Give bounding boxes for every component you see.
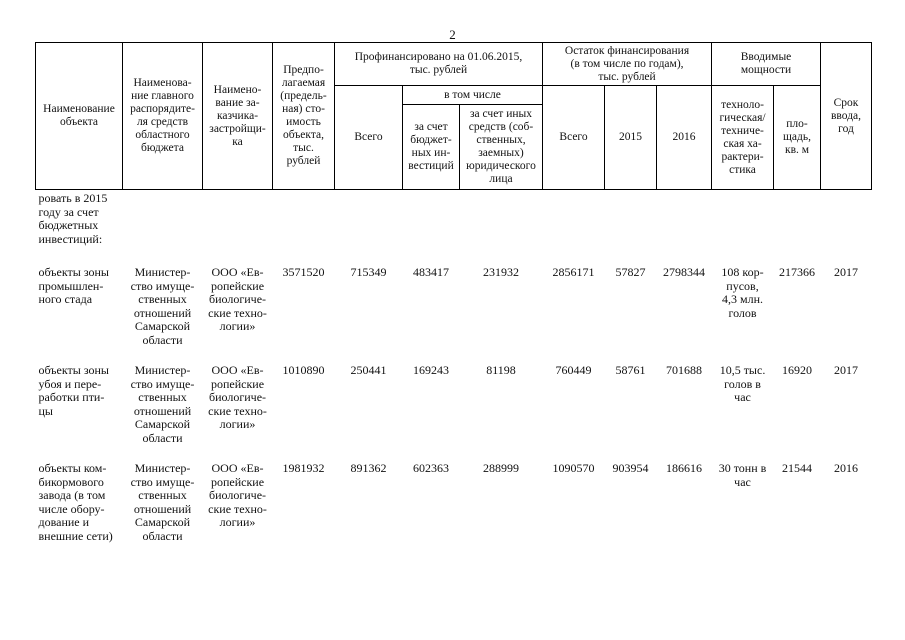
table-row	[36, 448, 872, 552]
technical-cell: 10,5 тыс. голов в час	[719, 363, 766, 404]
area-cell: 21544	[782, 461, 813, 475]
header-deadline: Срок ввода, год	[821, 43, 872, 190]
page-number: 2	[449, 27, 456, 42]
financed-budget-cell: 169243	[413, 363, 449, 377]
financed-total-cell: 715349	[350, 265, 387, 279]
customer-cell: ООО «Ев- ропейские биологиче- ские техно- логии»	[208, 461, 267, 529]
header-estimated-cost: Предпо- лагаемая (предель- ная) сто- имость объекта, тыс. рублей	[273, 43, 335, 190]
object-name-cell: объекты ком- бикормового завода (в том числе обору- дование и внешние сети)	[38, 461, 113, 543]
header-financed-budget: за счет бюджет- ных ин- вестиций	[403, 105, 460, 190]
remaining-total-cell: 2856171	[552, 265, 595, 279]
table-row	[36, 252, 872, 350]
object-name-cell: объекты зоны убоя и пере- работки пти- цы	[38, 363, 109, 418]
remaining-2015-cell: 57827	[615, 265, 646, 279]
table-row	[36, 350, 872, 448]
header-financed-total: Всего	[335, 86, 403, 190]
remaining-2015-cell: 903954	[612, 461, 649, 475]
header-capacity: Вводимые мощности	[712, 43, 821, 86]
continuation-row	[36, 190, 872, 253]
continuation-text: ровать в 2015 году за счет бюджетных инвестиций:	[38, 191, 108, 246]
customer-cell: ООО «Ев- ропейские биологиче- ские техно- логии»	[208, 363, 267, 431]
remaining-2015-cell: 58761	[615, 363, 646, 377]
remaining-2016-cell: 186616	[666, 461, 703, 475]
remaining-total-cell: 1090570	[552, 461, 595, 475]
header-financed: Профинансировано на 01.06.2015, тыс. рублей	[335, 43, 543, 86]
customer-cell: ООО «Ев- ропейские биологиче- ские техно- логии»	[208, 265, 267, 333]
header-year-2016: 2016	[657, 86, 712, 190]
header-year-2015: 2015	[605, 86, 657, 190]
header-object-name: Наименование объекта	[36, 43, 123, 190]
cost-cell: 1981932	[282, 461, 325, 475]
header-remaining-total: Всего	[543, 86, 605, 190]
header-remaining: Остаток финансирования (в том числе по годам), тыс. рублей	[543, 43, 712, 86]
header-customer: Наимено- вание за- казчика- застройщи- ка	[203, 43, 273, 190]
remaining-2016-cell: 2798344	[663, 265, 706, 279]
technical-cell: 30 тонн в час	[718, 461, 767, 489]
year-cell: 2017	[834, 265, 859, 279]
cost-cell: 3571520	[282, 265, 325, 279]
remaining-2016-cell: 701688	[666, 363, 703, 377]
year-cell: 2016	[834, 461, 859, 475]
header-financed-other: за счет иных средств (соб- ственных, заемных) юридического лица	[460, 105, 543, 190]
manager-cell: Министер- ство имуще- ственных отношений Самарской области	[130, 461, 195, 543]
table-body	[36, 190, 872, 553]
manager-cell: Министер- ство имуще- ственных отношений Самарской области	[130, 265, 195, 347]
header-main-manager: Наименова- ние главного распорядите- ля средств областного бюджета	[123, 43, 203, 190]
header-financed-incl: в том числе	[403, 86, 543, 105]
year-cell: 2017	[834, 363, 859, 377]
investment-table	[35, 42, 872, 552]
technical-cell: 108 кор- пусов, 4,3 млн. голов	[721, 265, 764, 320]
cost-cell: 1010890	[282, 363, 325, 377]
financed-other-cell: 81198	[486, 363, 516, 377]
financed-total-cell: 250441	[350, 363, 387, 377]
area-cell: 217366	[779, 265, 816, 279]
header-technical: техноло- гическая/ техниче- ская ха- рактери- стика	[712, 86, 774, 190]
financed-other-cell: 288999	[483, 461, 519, 475]
financed-budget-cell: 602363	[413, 461, 449, 475]
financed-other-cell: 231932	[483, 265, 519, 279]
area-cell: 16920	[782, 363, 813, 377]
financed-total-cell: 891362	[350, 461, 387, 475]
remaining-total-cell: 760449	[555, 363, 592, 377]
financed-budget-cell: 483417	[413, 265, 449, 279]
table-header	[36, 43, 872, 190]
object-name-cell: объекты зоны промышлен- ного стада	[38, 265, 109, 306]
header-area: пло- щадь, кв. м	[774, 86, 821, 190]
manager-cell: Министер- ство имуще- ственных отношений Самарской области	[130, 363, 195, 445]
